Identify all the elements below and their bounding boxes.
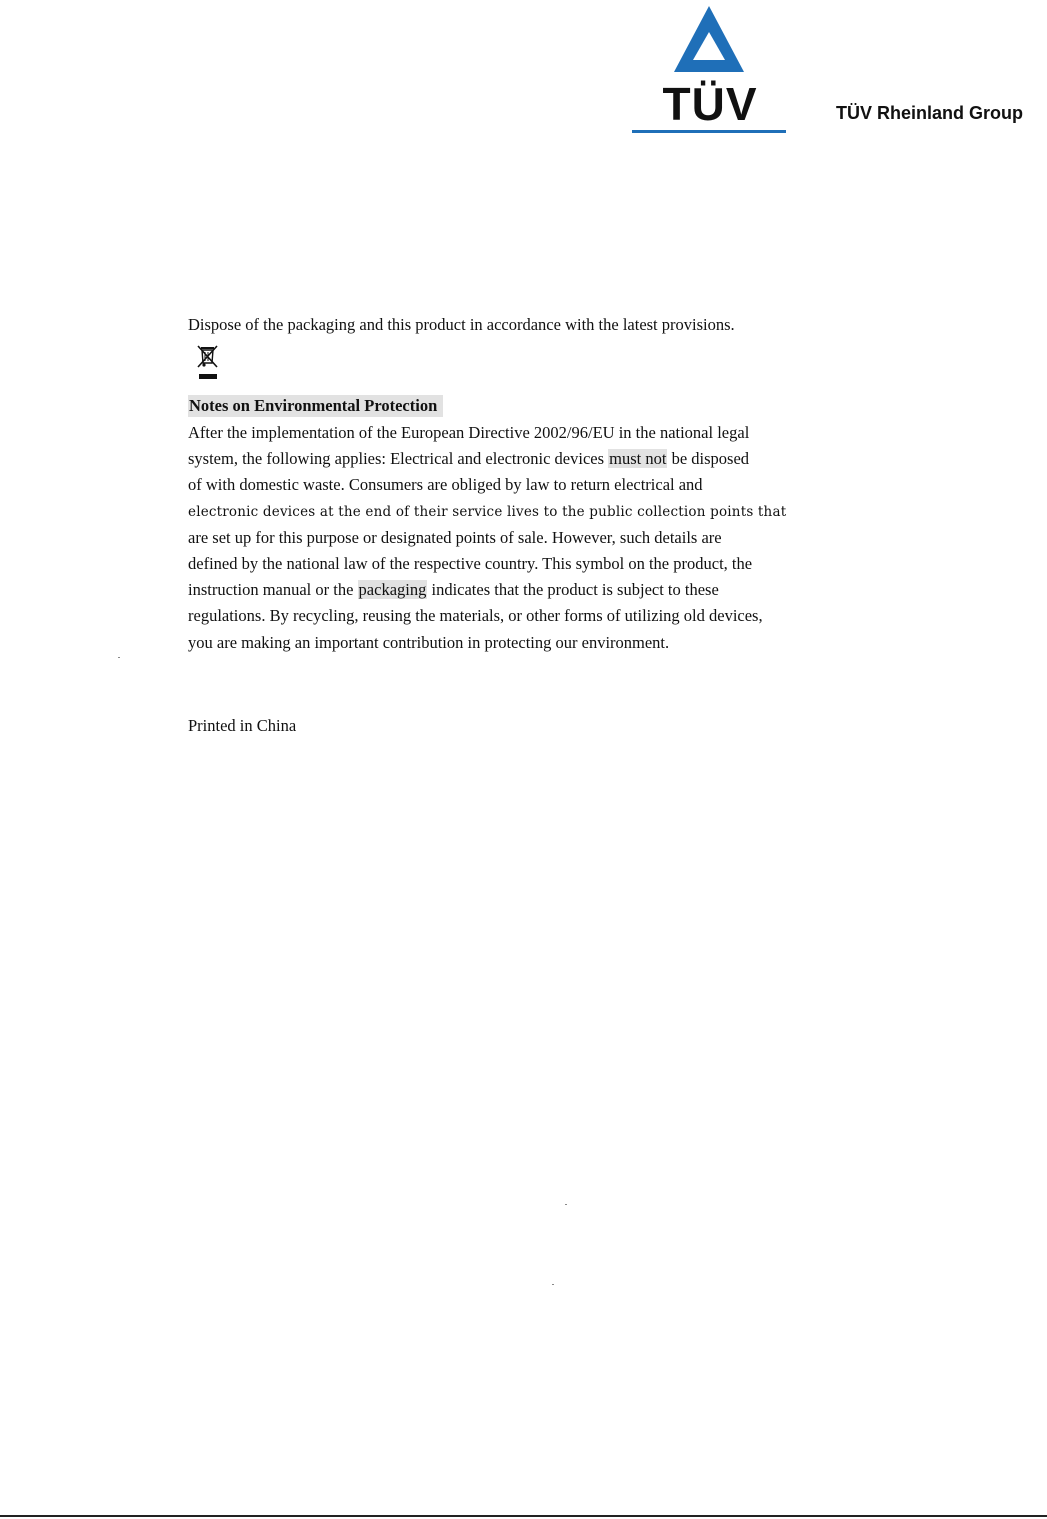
paragraph-line: defined by the national law of the respective country. This symbol on the product, the xyxy=(188,554,753,574)
paragraph-line: of with domestic waste. Consumers are obliged by law to return electrical and xyxy=(188,475,703,495)
notes-heading: Notes on Environmental Protection xyxy=(188,395,443,417)
paragraph-text: indicates that the product is subject to these xyxy=(427,580,719,600)
paragraph-text: system, the following applies: Electrical and electronic devices xyxy=(188,449,609,469)
paragraph-text: instruction manual or the xyxy=(188,580,358,600)
group-name: TÜV Rheinland Group xyxy=(836,103,1023,123)
bottom-rule xyxy=(0,1515,1047,1517)
scan-speck xyxy=(118,657,120,658)
tuv-logo-wordmark: TÜV xyxy=(662,78,758,130)
environmental-paragraph xyxy=(188,420,786,656)
highlight-must-not: must not xyxy=(609,449,667,469)
scan-speck xyxy=(565,1204,567,1205)
paragraph-text: be disposed xyxy=(667,449,750,469)
paragraph-line xyxy=(188,446,786,472)
dispose-instruction: Dispose of the packaging and this product in accordance with the latest provisions. xyxy=(188,315,735,334)
printed-in-notice: Printed in China xyxy=(188,716,297,735)
paragraph-line: electronic devices at the end of their service lives to the public collection points that xyxy=(188,503,787,520)
highlight-packaging: packaging xyxy=(358,580,427,600)
crossed-out-wheelie-bin-icon xyxy=(196,343,220,381)
paragraph-line: regulations. By recycling, reusing the materials, or other forms of utilizing old devices, xyxy=(188,606,763,626)
paragraph-line xyxy=(188,577,786,603)
paragraph-line: you are making an important contribution in protecting our environment. xyxy=(188,632,670,652)
paragraph-line: After the implementation of the European Directive 2002/96/EU in the national legal xyxy=(188,423,750,442)
scan-speck xyxy=(552,1284,554,1285)
paragraph-line: are set up for this purpose or designated points of sale. However, such details are xyxy=(188,527,722,547)
